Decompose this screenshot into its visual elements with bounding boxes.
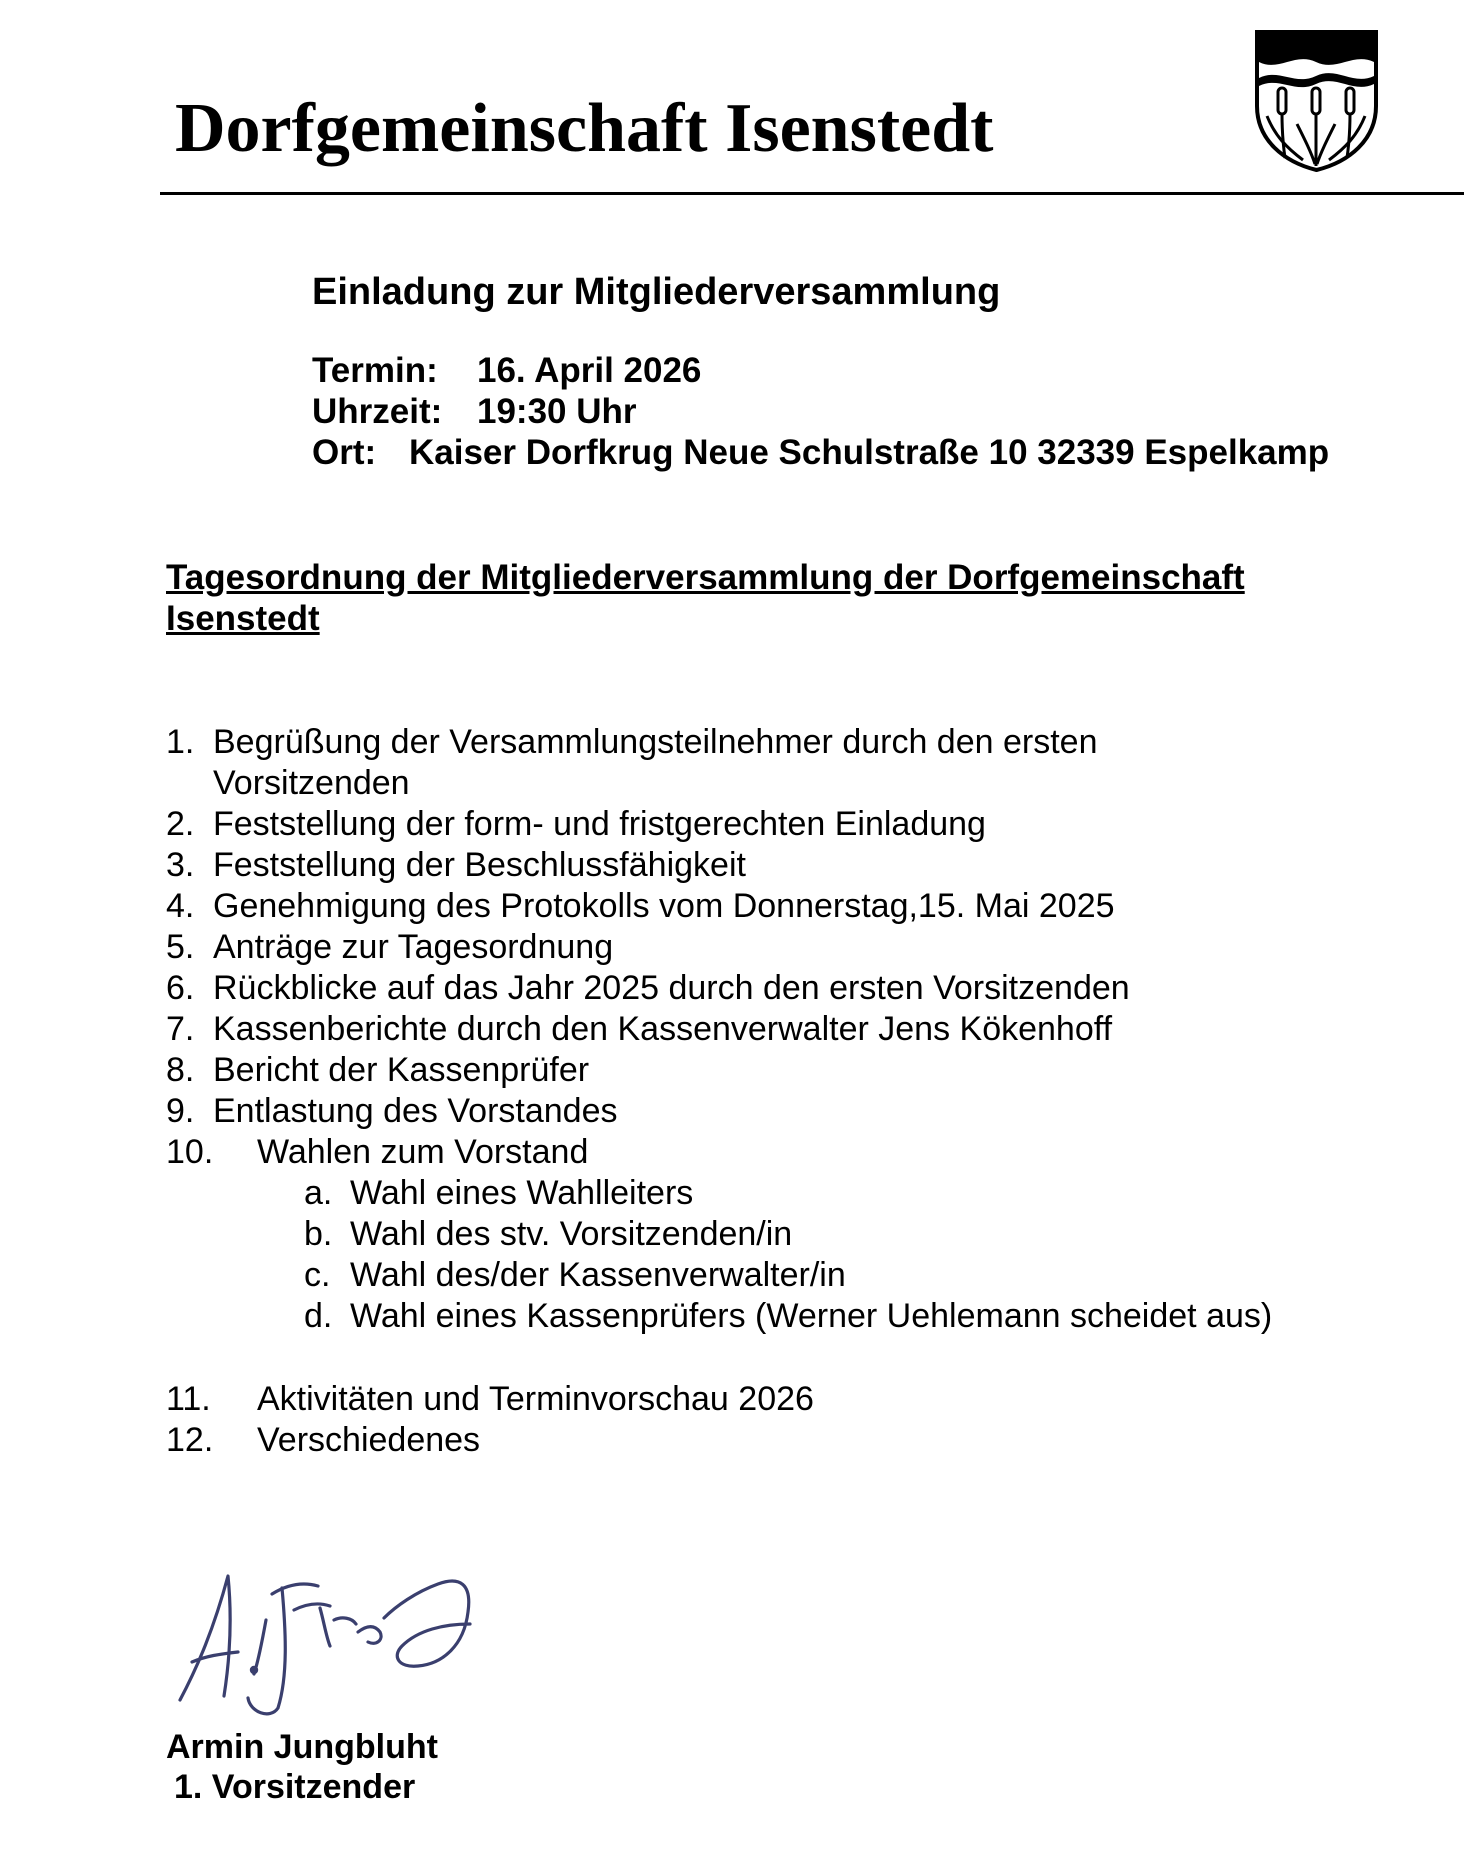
agenda-item-text: Genehmigung des Protokolls vom Donnerstag,15. Mai 2025: [213, 887, 1115, 925]
time-row: [312, 392, 637, 432]
agenda-item-text: Feststellung der Beschlussfähigkeit: [213, 846, 746, 884]
agenda-item-number: 4.: [166, 887, 195, 925]
agenda-item-text: Verschiedenes: [257, 1421, 481, 1459]
agenda-item-text: Aktivitäten und Terminvorschau 2026: [257, 1380, 814, 1418]
agenda-item-text: Kassenberichte durch den Kassenverwalter Jens Kökenhoff: [213, 1010, 1113, 1048]
agenda-item-text: Anträge zur Tagesordnung: [213, 928, 614, 966]
agenda-item-text: Rückblicke auf das Jahr 2025 durch den ersten Vorsitzenden: [213, 969, 1130, 1007]
agenda-item-number: 3.: [166, 846, 195, 884]
agenda-item-number: 12.: [166, 1421, 214, 1459]
agenda-title: Tagesordnung der Mitgliederversammlung der Dorfgemeinschaft Isenstedt: [166, 558, 1245, 638]
agenda-item-number: 10.: [166, 1133, 214, 1171]
place-row: [312, 433, 1329, 473]
agenda-item-text-continued: Vorsitzenden: [213, 764, 410, 802]
date-label: Termin:: [312, 351, 438, 390]
agenda-item-text: Entlastung des Vorstandes: [213, 1092, 618, 1130]
place-value: Kaiser Dorfkrug Neue Schulstraße 10 32339 Espelkamp: [409, 433, 1330, 472]
date-row: [312, 351, 701, 391]
agenda-subitem-text: Wahl des/der Kassenverwalter/in: [350, 1256, 846, 1294]
agenda-subitem-text: Wahl des stv. Vorsitzenden/in: [350, 1215, 793, 1253]
agenda-subitem-letter: c.: [304, 1256, 331, 1294]
agenda-subitem-letter: a.: [304, 1174, 333, 1212]
agenda-item-number: 7.: [166, 1010, 195, 1048]
handwritten-signature: [170, 1562, 480, 1722]
header-divider: [160, 192, 1464, 195]
agenda-item-text: Wahlen zum Vorstand: [257, 1133, 589, 1171]
agenda-item-text: Feststellung der form- und fristgerechten Einladung: [213, 805, 986, 843]
date-value: 16. April 2026: [477, 351, 702, 390]
agenda-item-text: Begrüßung der Versammlungsteilnehmer durch den ersten: [213, 723, 1098, 761]
agenda-subitem-letter: b.: [304, 1215, 333, 1253]
agenda-item-number: 6.: [166, 969, 195, 1007]
signer-role: 1. Vorsitzender: [174, 1768, 416, 1806]
signer-name: Armin Jungbluht: [166, 1728, 438, 1766]
coat-of-arms-icon: [1253, 28, 1380, 174]
place-label: Ort:: [312, 433, 377, 472]
agenda-subitem-text: Wahl eines Kassenprüfers (Werner Uehlemann scheidet aus): [350, 1297, 1273, 1335]
invitation-title: Einladung zur Mitgliederversammlung: [312, 271, 1001, 313]
agenda-subitem-letter: d.: [304, 1297, 333, 1335]
agenda-item-number: 2.: [166, 805, 195, 843]
time-value: 19:30 Uhr: [477, 392, 637, 431]
time-label: Uhrzeit:: [312, 392, 443, 431]
agenda-item-number: 5.: [166, 928, 195, 966]
agenda-item-number: 8.: [166, 1051, 195, 1089]
agenda-subitem-text: Wahl eines Wahlleiters: [350, 1174, 694, 1212]
agenda-item-number: 11.: [166, 1380, 211, 1418]
agenda-item-text: Bericht der Kassenprüfer: [213, 1051, 590, 1089]
agenda-item-number: 1.: [166, 723, 195, 761]
organization-title: Dorfgemeinschaft Isenstedt: [175, 90, 994, 167]
agenda-item-number: 9.: [166, 1092, 195, 1130]
